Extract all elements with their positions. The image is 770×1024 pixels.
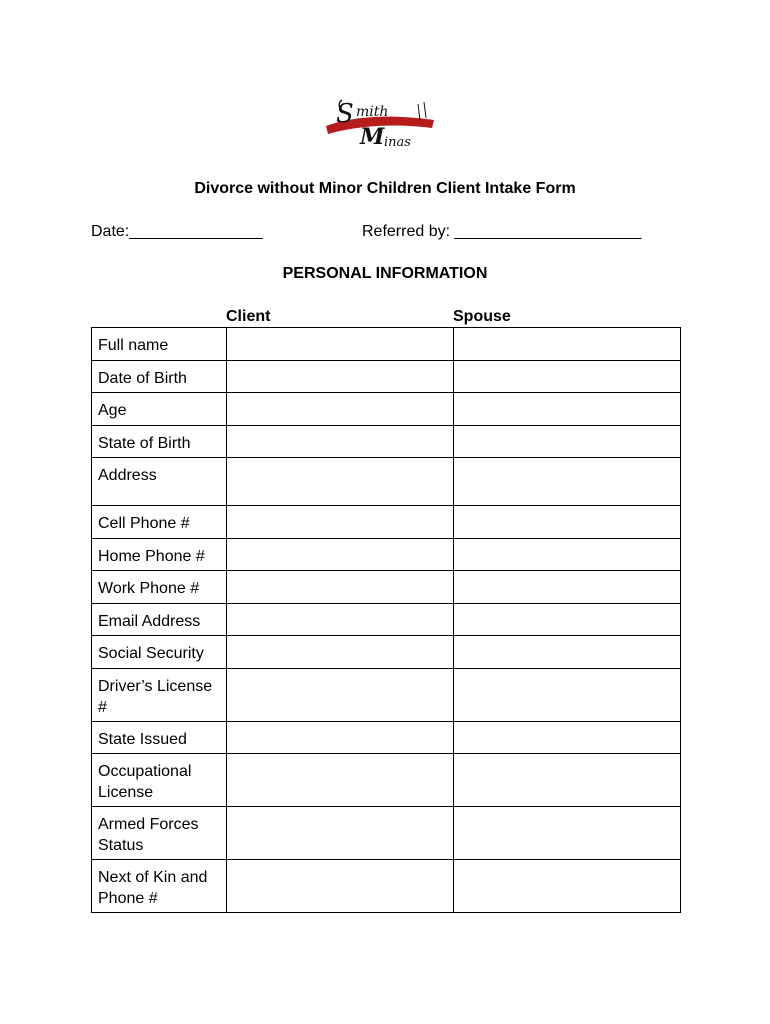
client-cell[interactable] <box>227 571 454 604</box>
client-cell[interactable] <box>227 506 454 539</box>
client-cell[interactable] <box>227 426 454 458</box>
row-label: Driver’s License # <box>92 669 227 722</box>
svg-text:inas: inas <box>384 135 411 150</box>
table-row <box>92 754 681 807</box>
spouse-cell[interactable] <box>454 458 681 506</box>
date-field[interactable]: Date:_______________ <box>91 223 263 240</box>
row-label: State of Birth <box>92 426 227 458</box>
spouse-cell[interactable] <box>454 604 681 636</box>
table-row <box>92 807 681 860</box>
spouse-cell[interactable] <box>454 506 681 539</box>
spouse-cell[interactable] <box>454 722 681 754</box>
row-label: Email Address <box>92 604 227 636</box>
svg-text:mith: mith <box>356 104 389 120</box>
table-row <box>92 722 681 754</box>
table-row <box>92 539 681 571</box>
section-heading: PERSONAL INFORMATION <box>282 265 488 282</box>
spouse-cell[interactable] <box>454 393 681 426</box>
table-row <box>92 669 681 722</box>
table-row <box>92 506 681 539</box>
client-cell[interactable] <box>227 393 454 426</box>
spouse-cell[interactable] <box>454 539 681 571</box>
row-label: Home Phone # <box>92 539 227 571</box>
spouse-cell[interactable] <box>454 636 681 669</box>
client-cell[interactable] <box>227 807 454 860</box>
client-cell[interactable] <box>227 328 454 361</box>
form-title: Divorce without Minor Children Client Intake Form <box>194 180 576 197</box>
table-row <box>92 426 681 458</box>
spouse-cell[interactable] <box>454 361 681 393</box>
client-cell[interactable] <box>227 361 454 393</box>
table-row <box>92 860 681 913</box>
table-row <box>92 604 681 636</box>
spouse-cell[interactable] <box>454 669 681 722</box>
row-label: Full name <box>92 328 227 361</box>
table-row <box>92 458 681 506</box>
client-cell[interactable] <box>227 539 454 571</box>
table-row <box>92 636 681 669</box>
table-row <box>92 361 681 393</box>
row-label: Cell Phone # <box>92 506 227 539</box>
client-cell[interactable] <box>227 458 454 506</box>
spouse-cell[interactable] <box>454 754 681 807</box>
client-cell[interactable] <box>227 722 454 754</box>
client-cell[interactable] <box>227 754 454 807</box>
row-label: Age <box>92 393 227 426</box>
client-cell[interactable] <box>227 860 454 913</box>
column-header-client: Client <box>226 308 271 325</box>
row-label: State Issued <box>92 722 227 754</box>
row-label: Address <box>92 458 227 506</box>
spouse-cell[interactable] <box>454 571 681 604</box>
spouse-cell[interactable] <box>454 426 681 458</box>
client-cell[interactable] <box>227 604 454 636</box>
referred-by-field[interactable]: Referred by: _____________________ <box>362 223 642 240</box>
svg-text:M: M <box>360 124 385 150</box>
row-label: Date of Birth <box>92 361 227 393</box>
smith-minas-logo <box>322 90 440 154</box>
row-label: Armed Forces Status <box>92 807 227 860</box>
spouse-cell[interactable] <box>454 860 681 913</box>
column-header-spouse: Spouse <box>453 308 511 325</box>
personal-info-table <box>91 327 681 913</box>
table-row <box>92 328 681 361</box>
spouse-cell[interactable] <box>454 807 681 860</box>
row-label: Social Security <box>92 636 227 669</box>
svg-text:S: S <box>336 99 354 129</box>
table-row <box>92 571 681 604</box>
spouse-cell[interactable] <box>454 328 681 361</box>
row-label: Occupational License <box>92 754 227 807</box>
client-cell[interactable] <box>227 669 454 722</box>
row-label: Next of Kin and Phone # <box>92 860 227 913</box>
table-row <box>92 393 681 426</box>
row-label: Work Phone # <box>92 571 227 604</box>
client-cell[interactable] <box>227 636 454 669</box>
